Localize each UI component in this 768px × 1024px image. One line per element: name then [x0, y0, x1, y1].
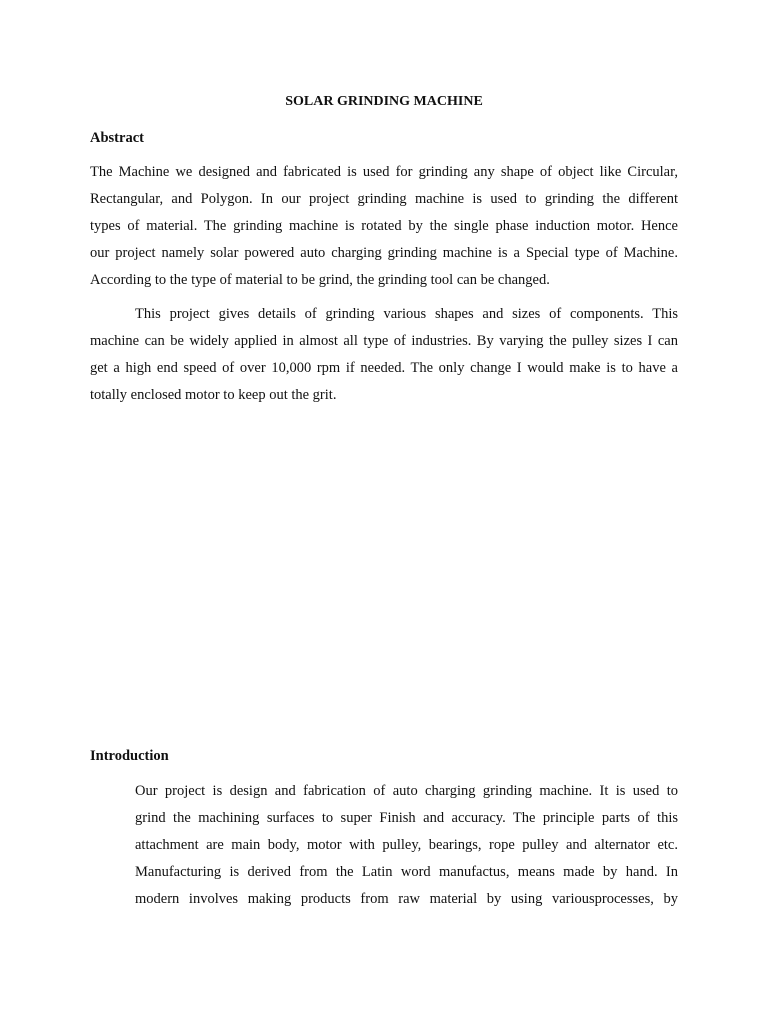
text-line: Our project is design and fabrication of auto charging grinding machine. It is used to	[135, 783, 678, 799]
text-line: attachment are main body, motor with pulley, bearings, rope pulley and alternator etc.	[135, 837, 678, 853]
text-line: types of material. The grinding machine is rotated by the single phase induction motor. Hence	[90, 218, 678, 234]
text-line: This project gives details of grinding various shapes and sizes of components. This	[135, 306, 678, 322]
text-line: our project namely solar powered auto charging grinding machine is a Special type of Machine.	[90, 245, 678, 261]
introduction-paragraph-1	[135, 778, 678, 913]
text-line: Rectangular, and Polygon. In our project grinding machine is used to grinding the different	[90, 191, 678, 207]
text-line: modern involves making products from raw material by using variousprocesses, by	[135, 891, 678, 907]
text-line: totally enclosed motor to keep out the grit.	[90, 387, 337, 403]
text-line: According to the type of material to be grind, the grinding tool can be changed.	[90, 272, 550, 288]
document-title: SOLAR GRINDING MACHINE	[285, 94, 483, 109]
text-line: The Machine we designed and fabricated is used for grinding any shape of object like Circular,	[90, 164, 678, 180]
text-line: get a high end speed of over 10,000 rpm if needed. The only change I would make is to have a	[90, 360, 678, 376]
abstract-heading: Abstract	[90, 130, 144, 146]
text-line: machine can be widely applied in almost all type of industries. By varying the pulley sizes I can	[90, 333, 678, 349]
text-line: grind the machining surfaces to super Finish and accuracy. The principle parts of this	[135, 810, 678, 826]
text-line: Manufacturing is derived from the Latin word manufactus, means made by hand. In	[135, 864, 678, 880]
abstract-paragraph-2	[90, 301, 678, 409]
introduction-heading: Introduction	[90, 748, 169, 764]
abstract-paragraph-1	[90, 159, 678, 294]
